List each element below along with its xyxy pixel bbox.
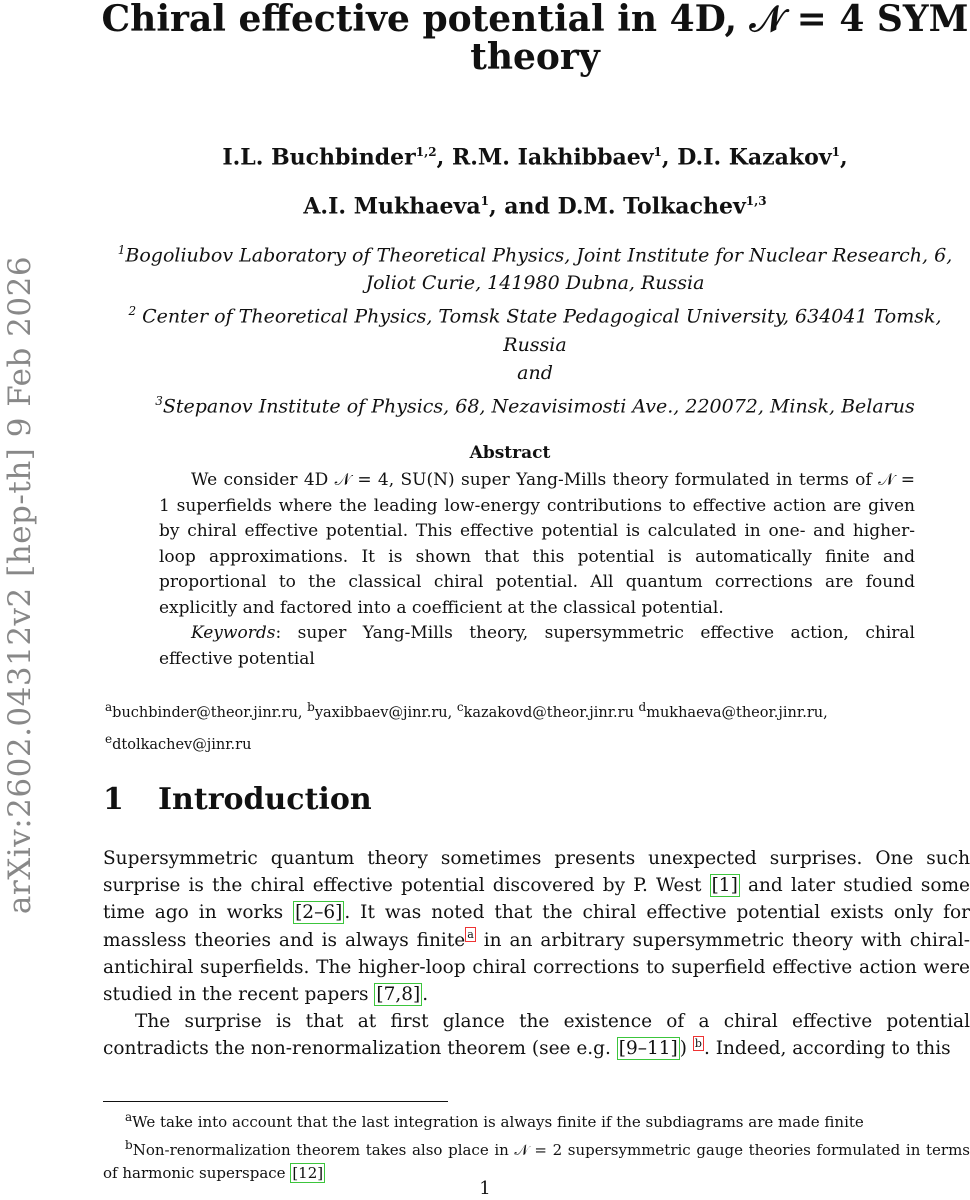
email-link[interactable]: dtolkachev@jinr.ru [112, 736, 252, 753]
email-link[interactable]: mukhaeva@theor.jinr.ru, [646, 704, 828, 721]
author-name: D.I. Kazakov [677, 144, 832, 171]
author-name: I.L. Buchbinder [222, 144, 416, 171]
email-link[interactable]: kazakovd@theor.jinr.ru [463, 704, 639, 721]
affiliation-and: and [517, 361, 553, 384]
intro-body [103, 845, 970, 1063]
author-name: D.M. Tolkachev [557, 193, 746, 220]
abstract-heading: Abstract [469, 443, 551, 463]
author-affil-sup: 1,3 [745, 194, 767, 209]
abstract-keywords: Keywords: super Yang-Mills theory, supersymmetric effective action, chiral effective potential [159, 623, 915, 669]
author-list: I.L. Buchbinder$^{1,2}$, R.M. Iakhibbaev$^1$, D.I. Kazakov$^1$, A.I. Mukhaeva$^1$, and D.M. Tolkachev$^{1,3}$ [222, 144, 848, 220]
author-name: A.I. Mukhaeva [303, 193, 481, 220]
intro-paragraph-1: Supersymmetric quantum theory sometimes presents unexpected surprises. One such surprise is the chiral effective potential discovered by P. West [1] and later studied some time ago in works [2–6] . It was noted that the chiral effective potential exists only for massless theories and is always finite $^a$ in an arbitrary supersymmetric theory with chiral-antichiral superfields. The higher-loop chiral corrections to superfield effective action were studied in the recent papers [7,8] . [103, 848, 970, 1006]
citation-link[interactable]: [7,8] [376, 984, 421, 1006]
affiliation-2: $^2$ Center of Theoretical Physics, Tomsk State Pedagogical University, 634041 Tomsk, Russia [128, 304, 942, 356]
author-emails: $^a$buchbinder@theor.jinr.ru, $^b$yaxibbaev@jinr.ru, $^c$kazakovd@theor.jinr.ru $^d$mukhaeva@theor.jinr.ru, $^e$dtolkachev@jinr.ru [105, 700, 828, 753]
footnote-a: $^a$We take into account that the last integration is always finite if the subdiagrams are made finite [125, 1110, 864, 1131]
author-affil-sup: 1 [831, 145, 840, 159]
affiliation-3: $^3$Stepanov Institute of Physics, 68, Nezavisimosti Ave., 220072, Minsk, Belarus [155, 393, 915, 417]
citation-link[interactable]: [1] [711, 875, 738, 897]
footnote-rule [103, 1101, 448, 1102]
intro-paragraph-2: The surprise is that at first glance the existence of a chiral effective potential contradicts the non-renormalization theorem (see e.g. [9–11] ) $^b$ . Indeed, according to this [103, 1011, 970, 1060]
affiliations [110, 236, 960, 420]
citation-link[interactable]: [12] [292, 1164, 324, 1182]
title-line-1: Chiral effective potential in 4D, 𝒩 = 4 SYM [101, 0, 969, 40]
section-number: 1 [103, 782, 124, 817]
arxiv-identifier: arXiv:2602.04312v2 [hep-th] 9 Feb 2026 [2, 255, 38, 915]
footnote-b: $^b$Non-renormalization theorem takes also place in 𝒩 = 2 supersymmetric gauge theories formulated in terms of harmonic superspace [12] [103, 1138, 970, 1182]
footnote-link[interactable]: a [467, 928, 474, 942]
title-line-2: theory [470, 36, 600, 78]
section-title: Introduction [158, 782, 372, 817]
author-affil-sup: 1 [480, 194, 489, 209]
author-name: R.M. Iakhibbaev [451, 144, 654, 171]
section-heading [103, 782, 372, 817]
footnote-link[interactable]: b [694, 1037, 702, 1051]
paper-title [100, 0, 970, 76]
author-affil-sup: 1 [653, 145, 662, 159]
page-number: 1 [479, 1178, 491, 1199]
citation-link[interactable]: [9–11] [618, 1038, 678, 1060]
affiliation-1: $^1$Bogoliubov Laboratory of Theoretical Physics, Joint Institute for Nuclear Research, 6, Joliot Curie, 141980 Dubna, Russia [117, 243, 953, 295]
citation-link[interactable]: [2–6] [295, 902, 343, 924]
abstract-text: We consider 4D 𝒩 = 4, SU(N) super Yang-Mills theory formulated in terms of 𝒩 = 1 superfields where the leading low-energy contributions to effective action are given by chiral effective potential. This effective potential is calculated in one- and higher-loop approximations. It is shown that this potential is automatically finite and proportional to the classical chiral potential. All quantum corrections are found explicitly and factored into a coefficient at the classical potential. [159, 470, 915, 618]
email-link[interactable]: yaxibbaev@jinr.ru, [314, 704, 457, 721]
abstract-body [159, 468, 915, 672]
email-link[interactable]: buchbinder@theor.jinr.ru, [112, 704, 308, 721]
footnotes [103, 1106, 970, 1185]
author-affil-sup: 1,2 [415, 145, 437, 159]
arxiv-sidebar [0, 250, 40, 920]
